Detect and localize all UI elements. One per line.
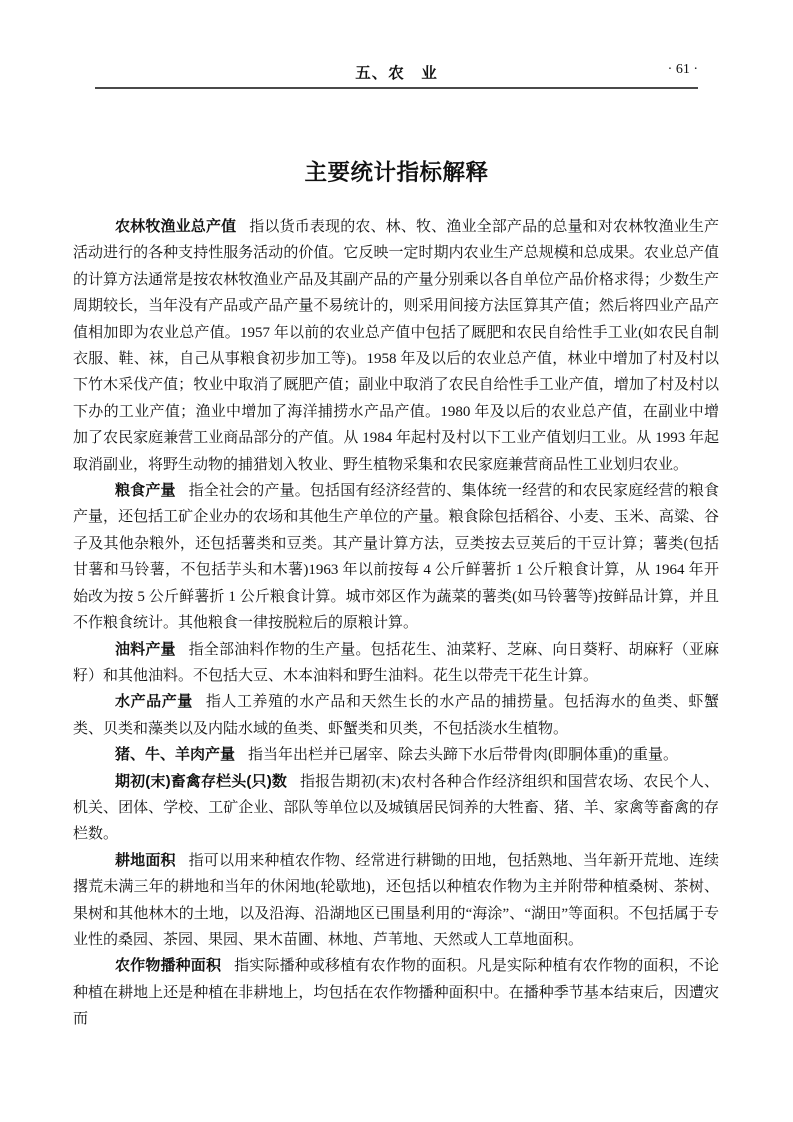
page-number: · 61 · <box>667 62 698 77</box>
indicator-definition: 指可以用来种植农作物、经常进行耕锄的田地，包括熟地、当年新开荒地、连续撂荒未满三年的耕地和当年的休闲地(轮歇地)，还包括以种植农作物为主并附带种植桑树、茶树、果树和其他林木的土地，以及沿海、沿湖地区已围垦利用的“海涂”、“湖田”等面积。不包括属于专业性的桑园、茶园、果园、果木苗圃、林地、芦苇地、天然或人工草地面积。 <box>73 852 719 948</box>
indicator-definition: 指全社会的产量。包括国有经济经营的、集体统一经营的和农民家庭经营的粮食产量，还包括工矿企业办的农场和其他生产单位的产量。粮食除包括稻谷、小麦、玉米、高粱、谷子及其他杂粮外，还包括薯类和豆类。其产量计算方法，豆类按去豆荚后的干豆计算；薯类(包括甘薯和马铃薯，不包括芋头和木薯)1963 年以前按每 4 公斤鲜薯折 1 公斤粮食计算，从 1964 年开始改为按 5 公斤鲜薯折 1 公斤粮食计算。城市郊区作为蔬菜的薯类(如马铃薯等)按鲜品计算，并且不作粮食统计。其他粮食一律按脱粒后的原粮计算。 <box>73 483 719 632</box>
indicator-term: 耕地面积 <box>115 851 176 869</box>
page-title: 主要统计指标解释 <box>304 160 489 185</box>
indicator-paragraph <box>73 478 719 636</box>
indicator-definition: 指人工养殖的水产品和天然生长的水产品的捕捞量。包括海水的鱼类、虾蟹类、贝类和藻类以及内陆水域的鱼类、虾蟹类和贝类，不包括淡水生植物。 <box>73 694 719 737</box>
indicator-definition: 指实际播种或移植有农作物的面积。凡是实际种植有农作物的面积，不论种植在耕地上还是种植在非耕地上，均包括在农作物播种面积中。在播种季节基本结束后，因遭灾而 <box>73 958 719 1028</box>
indicator-paragraph <box>73 953 719 1032</box>
indicator-term: 粮食产量 <box>115 482 176 500</box>
indicator-term: 猪、牛、羊肉产量 <box>115 746 236 764</box>
indicator-paragraph <box>73 214 719 478</box>
indicator-term: 农作物播种面积 <box>115 957 222 975</box>
running-header <box>95 61 698 83</box>
chapter-title: 五、农 业 <box>355 65 438 82</box>
indicator-paragraph <box>73 769 719 848</box>
indicator-definition: 指报告期初(末)农村各种合作经济组织和国营农场、农民个人、机关、团体、学校、工矿企业、部队等单位以及城镇居民饲养的大牲畜、猪、羊、家禽等畜禽的存栏数。 <box>73 773 720 843</box>
indicator-definition: 指当年出栏并已屠宰、除去头蹄下水后带骨肉(即胴体重)的重量。 <box>248 747 679 764</box>
indicator-paragraph <box>73 637 719 690</box>
indicator-paragraph <box>73 848 719 954</box>
indicator-term: 期初(末)畜禽存栏头(只)数 <box>115 772 287 790</box>
indicator-definition: 指以货币表现的农、林、牧、渔业全部产品的总量和对农林牧渔业生产活动进行的各种支持性服务活动的价值。它反映一定时期内农业生产总规模和总成果。农业总产值的计算方法通常是按农林牧渔业产品及其副产品的产量分别乘以各自单位产品价格求得；少数生产周期较长，当年没有产品或产品产量不易统计的，则采用间接方法匡算其产值；然后将四业产品产值相加即为农业总产值。1957 年以前的农业总产值中包括了厩肥和农民自给性手工业(如农民自制衣服、鞋、袜，自己从事粮食初步加工等)。1958 年及以后的农业总产值，林业中增加了村及村以下竹木采伐产值；牧业中取消了厩肥产值；副业中取消了农民自给性手工业产值，增加了村及村以下办的工业产值；渔业中增加了海洋捕捞水产品产值。1980 年及以后的农业总产值，在副业中增加了农民家庭兼营工业商品部分的产值。从 1984 年起村及村以下工业产值划归工业。从 1993 年起取消副业，将野生动物的捕猎划入牧业、野生植物采集和农民家庭兼营商品性工业划归农业。 <box>73 219 719 473</box>
indicator-term: 油料产量 <box>115 640 176 658</box>
indicator-definition: 指全部油料作物的生产量。包括花生、油菜籽、芝麻、向日葵籽、胡麻籽（亚麻籽）和其他油料。不包括大豆、木本油料和野生油料。花生以带壳干花生计算。 <box>73 641 719 684</box>
document-body <box>73 214 719 1033</box>
indicator-term: 农林牧渔业总产值 <box>115 218 237 235</box>
indicator-paragraph <box>73 742 719 768</box>
indicator-term: 水产品产量 <box>115 693 193 711</box>
header-rule <box>95 87 698 89</box>
indicator-paragraph <box>73 689 719 742</box>
